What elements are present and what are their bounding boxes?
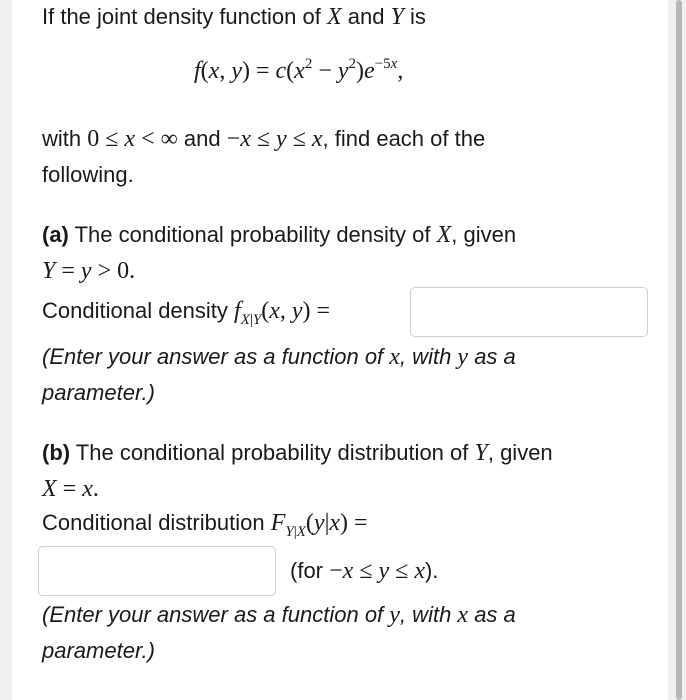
density-expression: $f_{X|Y}(x$, y) =	[234, 298, 331, 328]
var-x: X	[326, 4, 342, 30]
hint-b-text: (Enter your answer as a function of	[42, 602, 390, 627]
part-b-text: The conditional probability distribution of	[70, 440, 475, 465]
constraint-suffix: , find each of the	[322, 126, 486, 151]
intro-text: If the joint density function of	[42, 4, 327, 29]
dist-label: Conditional distribution	[42, 510, 271, 535]
part-b-hint	[42, 602, 516, 629]
part-a-hint-line2: parameter.)	[42, 380, 155, 405]
x-range: 0 ≤ x < ∞	[87, 126, 178, 152]
part-b-label: (b)	[42, 440, 71, 465]
hint-a-var1: x	[389, 344, 400, 370]
intro-and: and	[341, 4, 391, 29]
part-b-range: (for −x ≤ y ≤ x).	[290, 558, 439, 584]
y-range: −x ≤ y ≤ x	[226, 126, 323, 152]
constraint-line	[42, 126, 485, 153]
hint-b-var1: y	[389, 602, 400, 628]
part-b-dist-row	[42, 510, 368, 540]
joint-density-formula: f(x, $y) = c(x^2 - y^2)e^{-5x}$,	[194, 56, 404, 84]
part-a-text: The conditional probability density of	[68, 222, 437, 247]
answer-input-a[interactable]	[410, 287, 648, 337]
constraint-prefix: with	[42, 126, 88, 151]
var-y: Y	[390, 4, 404, 30]
part-a-density-row	[42, 298, 331, 328]
density-label: Conditional density	[42, 298, 235, 323]
intro-line	[42, 4, 426, 31]
part-b-hint-line2: parameter.)	[42, 638, 155, 663]
hint-b-suffix: as a	[468, 602, 516, 627]
constraint-line-2: following.	[42, 162, 134, 187]
part-a-prompt	[42, 222, 516, 249]
hint-a-suffix: as a	[468, 344, 516, 369]
part-b-var: Y	[474, 440, 488, 466]
hint-b-var2: x	[457, 602, 469, 628]
question-panel	[12, 0, 668, 700]
hint-a-var2: y	[457, 344, 469, 370]
part-b-prompt	[42, 440, 553, 467]
dist-expression: $F_{Y|X}(y|x)$ =	[270, 510, 368, 540]
intro-suffix: is	[403, 4, 426, 29]
part-a-var: X	[436, 222, 452, 248]
part-b-given: X = x.	[42, 476, 99, 502]
hint-a-mid: , with	[399, 344, 458, 369]
part-a-hint	[42, 344, 516, 371]
part-a-label: (a)	[42, 222, 69, 247]
part-a-given: Y = y > 0.	[42, 258, 136, 284]
hint-a-text: (Enter your answer as a function of	[42, 344, 390, 369]
constraint-and: and	[177, 126, 227, 151]
part-b-suffix: , given	[487, 440, 553, 465]
answer-input-b[interactable]	[38, 546, 276, 596]
part-a-suffix: , given	[451, 222, 517, 247]
scrollbar[interactable]	[676, 0, 682, 700]
hint-b-mid: , with	[399, 602, 458, 627]
